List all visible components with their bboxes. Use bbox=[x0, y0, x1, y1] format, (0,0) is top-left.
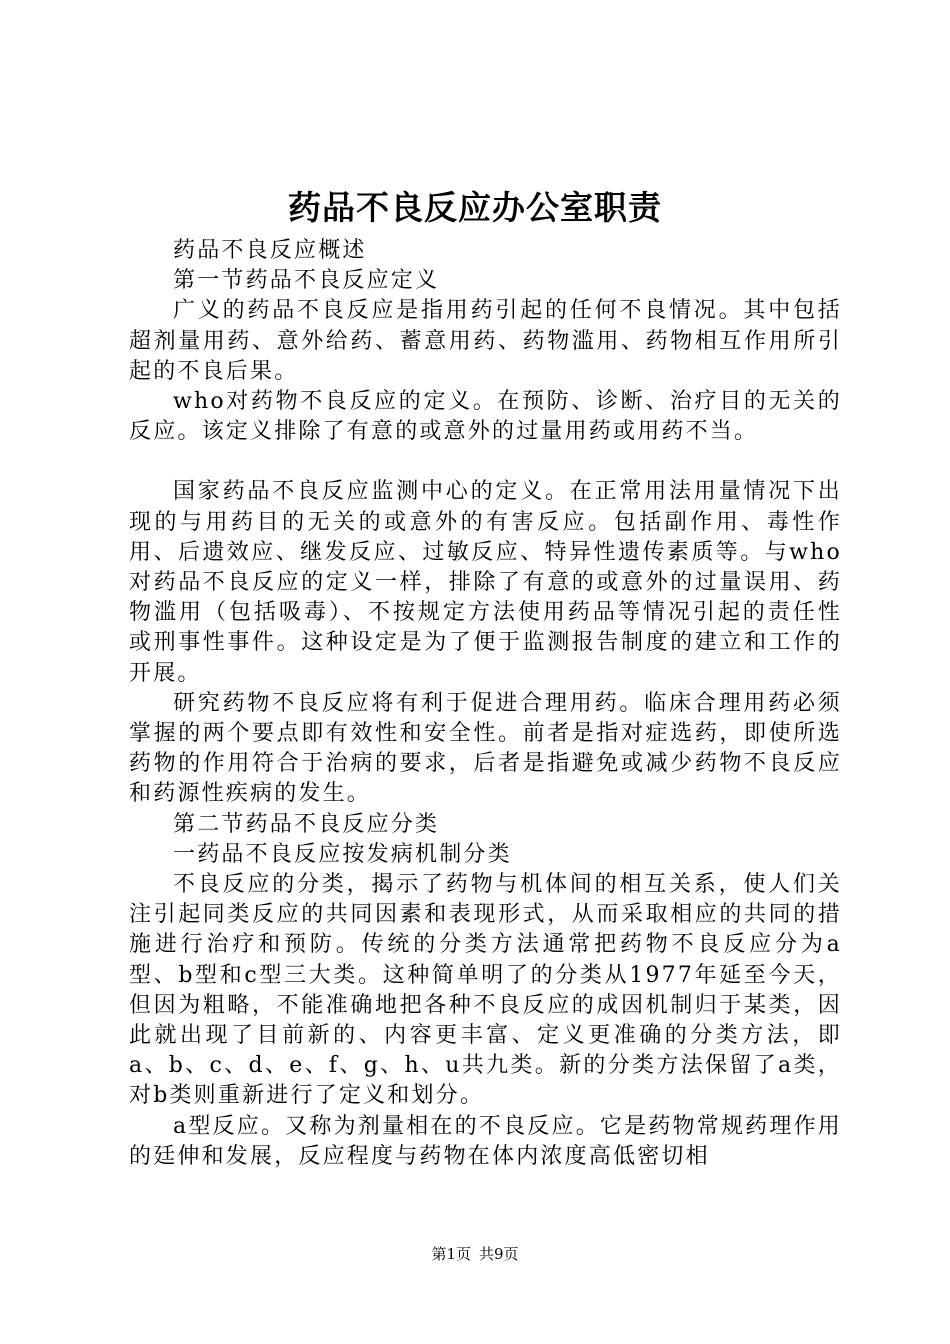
page-total: 共9页 bbox=[479, 1245, 519, 1263]
paragraph-research-significance: 研究药物不良反应将有利于促进合理用药。临床合理用药必须掌握的两个要点即有效性和安全性。前者是指对症选药，即使所选药物的作用符合于治病的要求，后者是指避免或减少药物不良反应和药源性疾病的发生。 bbox=[129, 690, 842, 807]
paragraph-type-a: a型反应。又称为剂量相在的不良反应。它是药物常规药理作用的廷伸和发展，反应程度与药物在体内浓度高低密切相 bbox=[129, 1113, 842, 1169]
paragraph-who-definition: who对药物不良反应的定义。在预防、诊断、治疗目的无关的反应。该定义排除了有意的或意外的过量用药或用药不当。 bbox=[129, 389, 842, 445]
paragraph-section2-heading: 第二节药品不良反应分类 bbox=[173, 811, 440, 837]
paragraph-classification: 不良反应的分类，揭示了药物与机体间的相互关系，使人们关注引起同类反应的共同因素和表现形式，从而采取相应的共同的措施进行治疗和预防。传统的分类方法通常把药物不良反应分为a型、b型和c型三大类。这种简单明了的分类从1977年延至今天，但因为粗略，不能准确地把各种不良反应的成因机制归于某类，因此就出现了目前新的、内容更丰富、定义更准确的分类方法，即a、b、c、d、e、f、g、h、u共九类。新的分类方法保留了a类，对b类则重新进行了定义和划分。 bbox=[129, 872, 842, 1109]
document-body bbox=[129, 236, 842, 1172]
paragraph-national-definition: 国家药品不良反应监测中心的定义。在正常用法用量情况下出现的与用药目的无关的或意外的有害反应。包括副作用、毒性作用、后遗效应、继发反应、过敏反应、特异性遗传素质等。与who对药品不良反应的定义一样，排除了有意的或意外的过量误用、药物滥用（包括吸毒）、不按规定方法使用药品等情况引起的责任性或刑事性事件。这种设定是为了便于监测报告制度的建立和工作的开展。 bbox=[129, 479, 842, 686]
document-title: 药品不良反应办公室职责 bbox=[288, 188, 662, 227]
paragraph-subsection-heading: 一药品不良反应按发病机制分类 bbox=[173, 841, 512, 867]
paragraph-overview-heading: 药品不良反应概述 bbox=[173, 238, 367, 263]
paragraph-broad-definition: 广义的药品不良反应是指用药引起的任何不良情况。其中包括超剂量用药、意外给药、蓄意用药、药物滥用、药物相互作用所引起的不良后果。 bbox=[129, 298, 842, 384]
paragraph-section1-heading: 第一节药品不良反应定义 bbox=[173, 268, 440, 294]
page-footer bbox=[0, 1244, 950, 1264]
page-number: 第1页 bbox=[431, 1245, 471, 1263]
